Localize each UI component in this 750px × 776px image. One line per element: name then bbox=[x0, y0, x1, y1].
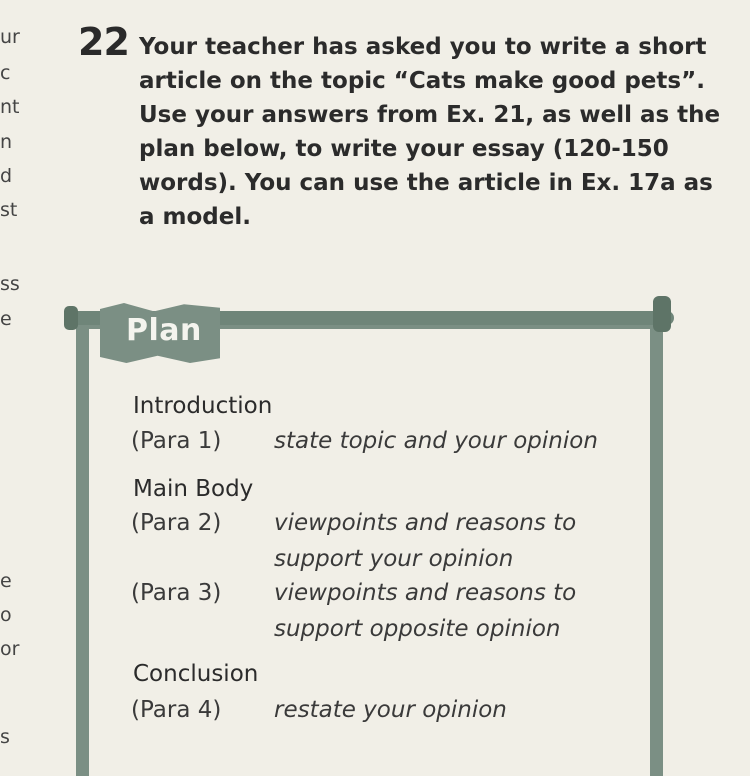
para-description-line: viewpoints and reasons to bbox=[274, 580, 577, 606]
margin-fragment: o bbox=[0, 604, 12, 626]
instruction-line: Your teacher has asked you to write a short bbox=[139, 34, 707, 60]
para-description bbox=[274, 505, 614, 577]
plan-rod-end-right bbox=[653, 296, 671, 332]
section-heading-conclusion: Conclusion bbox=[133, 661, 259, 687]
para-description bbox=[274, 575, 614, 647]
para-description-line: viewpoints and reasons to bbox=[274, 510, 577, 536]
exercise-instructions bbox=[139, 30, 721, 234]
margin-fragment: n bbox=[0, 131, 13, 153]
plan-rod-end-left bbox=[64, 306, 78, 330]
para-label: (Para 4) bbox=[131, 697, 222, 723]
para-label: (Para 2) bbox=[131, 510, 222, 536]
instruction-line: article on the topic “Cats make good pets”. bbox=[139, 68, 705, 94]
plan-title: Plan bbox=[126, 313, 202, 348]
margin-fragment: or bbox=[0, 638, 20, 660]
para-label: (Para 1) bbox=[131, 428, 222, 454]
margin-fragment: d bbox=[0, 165, 13, 187]
para-label: (Para 3) bbox=[131, 580, 222, 606]
margin-fragment: c bbox=[0, 62, 11, 84]
instruction-line: words). You can use the article in Ex. 17a as bbox=[139, 170, 713, 196]
section-heading-introduction: Introduction bbox=[133, 393, 273, 419]
margin-fragment: ss bbox=[0, 273, 20, 295]
margin-fragment: nt bbox=[0, 96, 20, 118]
para-description-line: support opposite opinion bbox=[274, 616, 561, 642]
para-description-line: support your opinion bbox=[274, 546, 514, 572]
margin-fragment: e bbox=[0, 570, 12, 592]
margin-fragment: e bbox=[0, 308, 12, 330]
instruction-line: Use your answers from Ex. 21, as well as the bbox=[139, 102, 721, 128]
section-heading-main-body: Main Body bbox=[133, 476, 254, 502]
margin-fragment: st bbox=[0, 199, 18, 221]
margin-fragment: ur bbox=[0, 26, 20, 48]
instruction-line: a model. bbox=[139, 204, 251, 230]
margin-fragment: s bbox=[0, 726, 10, 748]
exercise-number: 22 bbox=[78, 20, 129, 64]
para-description bbox=[274, 692, 614, 728]
para-description-line: restate your opinion bbox=[274, 697, 507, 723]
para-description-line: state topic and your opinion bbox=[274, 428, 598, 454]
para-description bbox=[274, 423, 614, 459]
instruction-line: plan below, to write your essay (120-150 bbox=[139, 136, 669, 162]
